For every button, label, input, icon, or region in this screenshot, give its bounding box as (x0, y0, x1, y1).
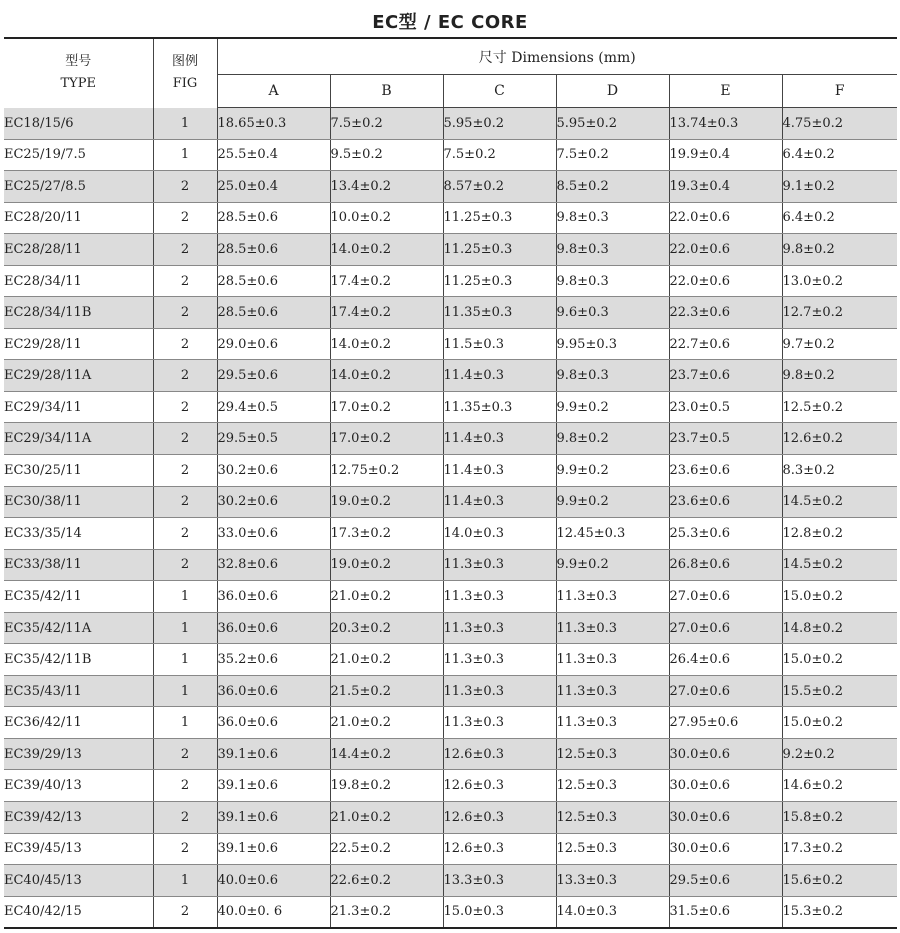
cell-e: 30.0±0.6 (669, 802, 782, 834)
table-row (4, 423, 897, 455)
cell-f: 14.6±0.2 (782, 770, 897, 802)
cell-type: EC28/28/11 (4, 234, 153, 266)
cell-c: 11.4±0.3 (443, 455, 556, 487)
cell-type: EC25/19/7.5 (4, 139, 153, 171)
cell-d: 7.5±0.2 (556, 139, 669, 171)
cell-a: 35.2±0.6 (217, 644, 330, 676)
cell-e: 23.7±0.6 (669, 360, 782, 392)
cell-d: 9.9±0.2 (556, 486, 669, 518)
cell-type: EC18/15/6 (4, 108, 153, 140)
cell-a: 36.0±0.6 (217, 581, 330, 613)
page-title: EC型 / EC CORE (372, 12, 528, 33)
cell-e: 23.6±0.6 (669, 455, 782, 487)
cell-type: EC36/42/11 (4, 707, 153, 739)
cell-a: 39.1±0.6 (217, 833, 330, 865)
cell-b: 19.0±0.2 (330, 486, 443, 518)
cell-d: 8.5±0.2 (556, 171, 669, 203)
cell-d: 12.45±0.3 (556, 518, 669, 550)
table-row (4, 549, 897, 581)
cell-f: 12.5±0.2 (782, 391, 897, 423)
cell-c: 5.95±0.2 (443, 108, 556, 140)
cell-b: 10.0±0.2 (330, 202, 443, 234)
cell-c: 7.5±0.2 (443, 139, 556, 171)
cell-b: 14.0±0.2 (330, 360, 443, 392)
cell-c: 11.3±0.3 (443, 644, 556, 676)
cell-a: 25.0±0.4 (217, 171, 330, 203)
cell-a: 29.5±0.6 (217, 360, 330, 392)
cell-f: 8.3±0.2 (782, 455, 897, 487)
table-row (4, 644, 897, 676)
table-row (4, 518, 897, 550)
cell-fig: 2 (153, 549, 217, 581)
cell-fig: 2 (153, 360, 217, 392)
cell-fig: 1 (153, 675, 217, 707)
table-row (4, 865, 897, 897)
cell-f: 6.4±0.2 (782, 139, 897, 171)
cell-type: EC25/27/8.5 (4, 171, 153, 203)
cell-e: 22.0±0.6 (669, 234, 782, 266)
cell-d: 5.95±0.2 (556, 108, 669, 140)
cell-fig: 2 (153, 738, 217, 770)
cell-f: 13.0±0.2 (782, 265, 897, 297)
table-row (4, 675, 897, 707)
cell-b: 22.6±0.2 (330, 865, 443, 897)
header-dimensions: 尺寸 Dimensions (mm) (217, 38, 897, 75)
cell-d: 14.0±0.3 (556, 896, 669, 928)
cell-c: 11.3±0.3 (443, 549, 556, 581)
cell-fig: 1 (153, 108, 217, 140)
cell-fig: 2 (153, 423, 217, 455)
cell-b: 21.0±0.2 (330, 581, 443, 613)
cell-fig: 2 (153, 234, 217, 266)
cell-type: EC30/25/11 (4, 455, 153, 487)
cell-a: 40.0±0.6 (217, 865, 330, 897)
cell-a: 32.8±0.6 (217, 549, 330, 581)
cell-fig: 2 (153, 486, 217, 518)
table-row (4, 171, 897, 203)
cell-f: 15.0±0.2 (782, 644, 897, 676)
cell-f: 15.3±0.2 (782, 896, 897, 928)
cell-fig: 1 (153, 581, 217, 613)
cell-b: 20.3±0.2 (330, 612, 443, 644)
cell-b: 7.5±0.2 (330, 108, 443, 140)
cell-b: 19.0±0.2 (330, 549, 443, 581)
cell-a: 36.0±0.6 (217, 707, 330, 739)
table-row (4, 234, 897, 266)
cell-c: 15.0±0.3 (443, 896, 556, 928)
cell-e: 29.5±0.6 (669, 865, 782, 897)
cell-e: 27.95±0.6 (669, 707, 782, 739)
cell-d: 11.3±0.3 (556, 675, 669, 707)
cell-f: 9.2±0.2 (782, 738, 897, 770)
cell-b: 14.0±0.2 (330, 328, 443, 360)
cell-c: 12.6±0.3 (443, 802, 556, 834)
cell-a: 30.2±0.6 (217, 486, 330, 518)
cell-type: EC28/34/11B (4, 297, 153, 329)
cell-type: EC28/20/11 (4, 202, 153, 234)
cell-fig: 2 (153, 202, 217, 234)
cell-a: 29.4±0.5 (217, 391, 330, 423)
cell-f: 6.4±0.2 (782, 202, 897, 234)
cell-fig: 2 (153, 297, 217, 329)
cell-b: 17.0±0.2 (330, 391, 443, 423)
cell-d: 12.5±0.3 (556, 802, 669, 834)
cell-fig: 2 (153, 455, 217, 487)
table-row (4, 833, 897, 865)
cell-c: 11.35±0.3 (443, 297, 556, 329)
cell-d: 9.6±0.3 (556, 297, 669, 329)
cell-d: 11.3±0.3 (556, 707, 669, 739)
cell-type: EC40/45/13 (4, 865, 153, 897)
header-fig-en: FIG (172, 76, 198, 92)
cell-type: EC30/38/11 (4, 486, 153, 518)
cell-f: 15.8±0.2 (782, 802, 897, 834)
cell-type: EC39/40/13 (4, 770, 153, 802)
cell-e: 30.0±0.6 (669, 770, 782, 802)
table-row (4, 360, 897, 392)
cell-c: 13.3±0.3 (443, 865, 556, 897)
cell-b: 17.3±0.2 (330, 518, 443, 550)
cell-e: 26.4±0.6 (669, 644, 782, 676)
cell-d: 9.8±0.2 (556, 423, 669, 455)
cell-b: 9.5±0.2 (330, 139, 443, 171)
table-row (4, 455, 897, 487)
cell-d: 9.8±0.3 (556, 202, 669, 234)
cell-type: EC39/42/13 (4, 802, 153, 834)
cell-e: 27.0±0.6 (669, 675, 782, 707)
cell-fig: 1 (153, 707, 217, 739)
header-type-cn: 型号 (65, 54, 92, 70)
cell-a: 28.5±0.6 (217, 297, 330, 329)
cell-d: 11.3±0.3 (556, 644, 669, 676)
cell-type: EC29/28/11A (4, 360, 153, 392)
cell-c: 14.0±0.3 (443, 518, 556, 550)
cell-c: 11.25±0.3 (443, 234, 556, 266)
cell-e: 22.3±0.6 (669, 297, 782, 329)
cell-a: 28.5±0.6 (217, 265, 330, 297)
cell-b: 12.75±0.2 (330, 455, 443, 487)
cell-e: 19.3±0.4 (669, 171, 782, 203)
cell-e: 26.8±0.6 (669, 549, 782, 581)
cell-d: 11.3±0.3 (556, 581, 669, 613)
cell-d: 9.8±0.3 (556, 234, 669, 266)
cell-f: 9.8±0.2 (782, 234, 897, 266)
cell-c: 12.6±0.3 (443, 738, 556, 770)
table-row (4, 202, 897, 234)
cell-fig: 2 (153, 518, 217, 550)
cell-a: 25.5±0.4 (217, 139, 330, 171)
cell-c: 12.6±0.3 (443, 770, 556, 802)
dimensions-table (4, 37, 897, 929)
cell-d: 9.9±0.2 (556, 391, 669, 423)
cell-e: 22.0±0.6 (669, 202, 782, 234)
table-row (4, 297, 897, 329)
cell-a: 36.0±0.6 (217, 675, 330, 707)
cell-b: 14.4±0.2 (330, 738, 443, 770)
header-col-d: D (556, 75, 669, 108)
table-body (4, 108, 897, 928)
cell-a: 39.1±0.6 (217, 802, 330, 834)
cell-e: 23.7±0.5 (669, 423, 782, 455)
cell-fig: 2 (153, 896, 217, 928)
table-row (4, 139, 897, 171)
cell-b: 17.4±0.2 (330, 297, 443, 329)
cell-b: 21.0±0.2 (330, 644, 443, 676)
cell-d: 9.9±0.2 (556, 455, 669, 487)
cell-b: 17.0±0.2 (330, 423, 443, 455)
header-col-a: A (217, 75, 330, 108)
header-fig-cn: 图例 (171, 54, 198, 70)
table-row (4, 738, 897, 770)
table-row (4, 328, 897, 360)
cell-d: 9.9±0.2 (556, 549, 669, 581)
cell-b: 14.0±0.2 (330, 234, 443, 266)
header-type-en: TYPE (60, 76, 96, 92)
table-header (4, 38, 897, 108)
cell-b: 21.0±0.2 (330, 707, 443, 739)
cell-c: 8.57±0.2 (443, 171, 556, 203)
cell-d: 9.8±0.3 (556, 265, 669, 297)
table-row (4, 802, 897, 834)
cell-e: 27.0±0.6 (669, 612, 782, 644)
cell-type: EC35/42/11B (4, 644, 153, 676)
cell-e: 27.0±0.6 (669, 581, 782, 613)
cell-f: 17.3±0.2 (782, 833, 897, 865)
cell-fig: 1 (153, 139, 217, 171)
cell-type: EC33/38/11 (4, 549, 153, 581)
cell-type: EC35/43/11 (4, 675, 153, 707)
cell-fig: 1 (153, 865, 217, 897)
cell-a: 39.1±0.6 (217, 738, 330, 770)
cell-d: 12.5±0.3 (556, 833, 669, 865)
cell-e: 31.5±0.6 (669, 896, 782, 928)
cell-type: EC29/34/11 (4, 391, 153, 423)
cell-a: 30.2±0.6 (217, 455, 330, 487)
cell-f: 12.6±0.2 (782, 423, 897, 455)
cell-e: 30.0±0.6 (669, 738, 782, 770)
cell-fig: 2 (153, 171, 217, 203)
table-row (4, 896, 897, 928)
cell-e: 22.0±0.6 (669, 265, 782, 297)
cell-c: 11.25±0.3 (443, 202, 556, 234)
table-row (4, 707, 897, 739)
cell-type: EC39/45/13 (4, 833, 153, 865)
table-row (4, 265, 897, 297)
cell-b: 21.3±0.2 (330, 896, 443, 928)
header-col-f: F (782, 75, 897, 108)
cell-fig: 2 (153, 265, 217, 297)
cell-c: 11.25±0.3 (443, 265, 556, 297)
cell-c: 11.3±0.3 (443, 612, 556, 644)
header-col-b: B (330, 75, 443, 108)
cell-type: EC39/29/13 (4, 738, 153, 770)
cell-c: 11.3±0.3 (443, 675, 556, 707)
cell-f: 4.75±0.2 (782, 108, 897, 140)
cell-c: 11.4±0.3 (443, 423, 556, 455)
cell-b: 21.5±0.2 (330, 675, 443, 707)
header-col-c: C (443, 75, 556, 108)
cell-fig: 1 (153, 612, 217, 644)
cell-fig: 2 (153, 802, 217, 834)
cell-e: 25.3±0.6 (669, 518, 782, 550)
cell-d: 9.95±0.3 (556, 328, 669, 360)
cell-d: 9.8±0.3 (556, 360, 669, 392)
cell-a: 18.65±0.3 (217, 108, 330, 140)
table-row (4, 108, 897, 140)
cell-fig: 2 (153, 328, 217, 360)
table-row (4, 581, 897, 613)
cell-a: 28.5±0.6 (217, 234, 330, 266)
cell-d: 11.3±0.3 (556, 612, 669, 644)
cell-c: 11.35±0.3 (443, 391, 556, 423)
cell-f: 9.7±0.2 (782, 328, 897, 360)
cell-a: 36.0±0.6 (217, 612, 330, 644)
cell-e: 13.74±0.3 (669, 108, 782, 140)
cell-a: 29.0±0.6 (217, 328, 330, 360)
cell-f: 15.0±0.2 (782, 707, 897, 739)
cell-b: 21.0±0.2 (330, 802, 443, 834)
cell-f: 14.5±0.2 (782, 486, 897, 518)
cell-fig: 2 (153, 770, 217, 802)
cell-e: 23.6±0.6 (669, 486, 782, 518)
cell-type: EC29/28/11 (4, 328, 153, 360)
cell-f: 12.8±0.2 (782, 518, 897, 550)
header-col-e: E (669, 75, 782, 108)
cell-a: 29.5±0.5 (217, 423, 330, 455)
cell-type: EC29/34/11A (4, 423, 153, 455)
cell-type: EC28/34/11 (4, 265, 153, 297)
cell-a: 39.1±0.6 (217, 770, 330, 802)
cell-a: 40.0±0. 6 (217, 896, 330, 928)
cell-type: EC35/42/11A (4, 612, 153, 644)
cell-a: 33.0±0.6 (217, 518, 330, 550)
cell-fig: 2 (153, 833, 217, 865)
cell-e: 30.0±0.6 (669, 833, 782, 865)
cell-b: 22.5±0.2 (330, 833, 443, 865)
table-row (4, 391, 897, 423)
cell-type: EC40/42/15 (4, 896, 153, 928)
header-type (4, 38, 153, 108)
cell-c: 11.3±0.3 (443, 707, 556, 739)
cell-f: 12.7±0.2 (782, 297, 897, 329)
cell-f: 14.5±0.2 (782, 549, 897, 581)
cell-f: 9.1±0.2 (782, 171, 897, 203)
cell-f: 15.0±0.2 (782, 581, 897, 613)
cell-f: 14.8±0.2 (782, 612, 897, 644)
cell-c: 11.4±0.3 (443, 486, 556, 518)
cell-d: 12.5±0.3 (556, 770, 669, 802)
cell-c: 11.4±0.3 (443, 360, 556, 392)
cell-fig: 2 (153, 391, 217, 423)
cell-d: 12.5±0.3 (556, 738, 669, 770)
cell-c: 11.5±0.3 (443, 328, 556, 360)
cell-c: 12.6±0.3 (443, 833, 556, 865)
cell-b: 19.8±0.2 (330, 770, 443, 802)
cell-fig: 1 (153, 644, 217, 676)
cell-d: 13.3±0.3 (556, 865, 669, 897)
cell-b: 13.4±0.2 (330, 171, 443, 203)
cell-type: EC33/35/14 (4, 518, 153, 550)
cell-f: 9.8±0.2 (782, 360, 897, 392)
cell-type: EC35/42/11 (4, 581, 153, 613)
table-row (4, 770, 897, 802)
cell-b: 17.4±0.2 (330, 265, 443, 297)
header-fig (153, 38, 217, 108)
cell-a: 28.5±0.6 (217, 202, 330, 234)
cell-e: 19.9±0.4 (669, 139, 782, 171)
table-row (4, 486, 897, 518)
cell-e: 22.7±0.6 (669, 328, 782, 360)
cell-e: 23.0±0.5 (669, 391, 782, 423)
cell-f: 15.6±0.2 (782, 865, 897, 897)
cell-f: 15.5±0.2 (782, 675, 897, 707)
cell-c: 11.3±0.3 (443, 581, 556, 613)
table-row (4, 612, 897, 644)
